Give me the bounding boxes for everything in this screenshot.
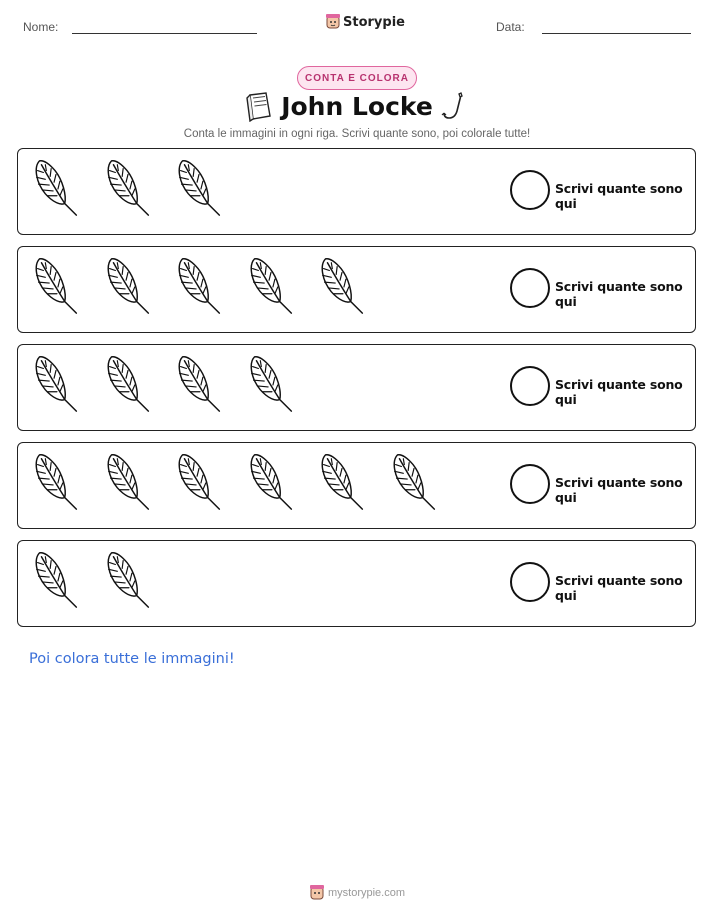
- answer-label: Scrivi quante sono qui: [555, 279, 683, 309]
- count-row: [17, 344, 696, 431]
- brand-logo: [326, 14, 405, 30]
- footer-site: mystorypie.com: [328, 887, 406, 899]
- feather-icon[interactable]: [28, 549, 84, 611]
- feather-icon[interactable]: [171, 157, 227, 219]
- quill-hook-icon: [441, 91, 467, 126]
- answer-label: Scrivi quante sono qui: [555, 573, 683, 603]
- name-field[interactable]: [72, 33, 257, 34]
- answer-circle[interactable]: [510, 170, 550, 210]
- feather-icon[interactable]: [28, 353, 84, 415]
- answer-circle[interactable]: [510, 268, 550, 308]
- answer-label: Scrivi quante sono qui: [555, 377, 683, 407]
- footer: [310, 885, 405, 901]
- date-field[interactable]: [542, 33, 691, 34]
- date-label: Data:: [496, 20, 525, 34]
- feather-icon[interactable]: [243, 451, 299, 513]
- feather-icon[interactable]: [100, 451, 156, 513]
- answer-circle[interactable]: [510, 366, 550, 406]
- answer-label: Scrivi quante sono qui: [555, 475, 683, 505]
- feather-icon[interactable]: [100, 157, 156, 219]
- answer-circle[interactable]: [510, 464, 550, 504]
- answer-label: Scrivi quante sono qui: [555, 181, 683, 211]
- feather-icon[interactable]: [314, 255, 370, 317]
- book-icon: [244, 92, 272, 127]
- count-row: [17, 540, 696, 627]
- count-row: [17, 246, 696, 333]
- feather-icon[interactable]: [171, 451, 227, 513]
- feather-icon[interactable]: [28, 451, 84, 513]
- activity-badge: CONTA E COLORA: [297, 66, 417, 90]
- feather-icon[interactable]: [28, 157, 84, 219]
- answer-circle[interactable]: [510, 562, 550, 602]
- feather-icon[interactable]: [100, 353, 156, 415]
- worksheet-title: John Locke: [281, 92, 433, 121]
- feather-icon[interactable]: [100, 549, 156, 611]
- closing-note: Poi colora tutte le immagini!: [29, 651, 235, 667]
- feather-icon[interactable]: [28, 255, 84, 317]
- feather-icon[interactable]: [314, 451, 370, 513]
- feather-icon[interactable]: [243, 353, 299, 415]
- feather-icon[interactable]: [243, 255, 299, 317]
- mascot-icon: [326, 14, 340, 30]
- feather-icon[interactable]: [100, 255, 156, 317]
- feather-icon[interactable]: [386, 451, 442, 513]
- brand-name: Storypie: [343, 14, 405, 30]
- count-row: [17, 148, 696, 235]
- feather-icon[interactable]: [171, 353, 227, 415]
- feather-icon[interactable]: [171, 255, 227, 317]
- count-row: [17, 442, 696, 529]
- mascot-icon: [310, 885, 324, 901]
- name-label: Nome:: [23, 20, 59, 34]
- instructions: Conta le immagini in ogni riga. Scrivi quante sono, poi colorale tutte!: [183, 128, 531, 140]
